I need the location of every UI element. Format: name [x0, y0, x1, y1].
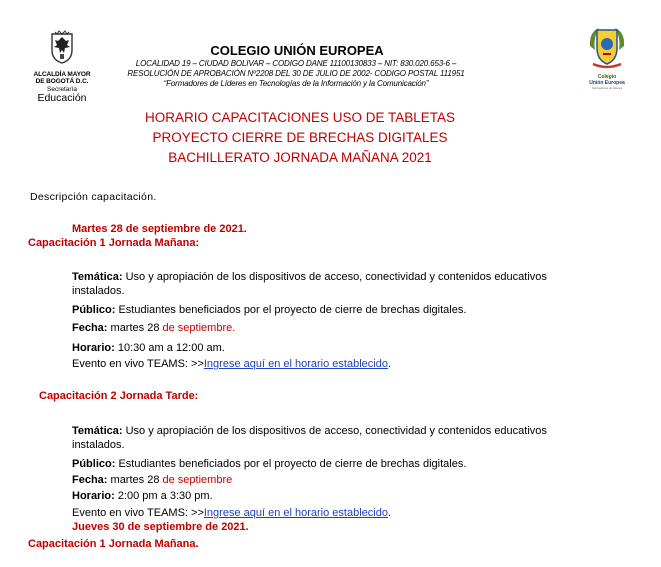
- session-1-fecha: [72, 321, 552, 335]
- logo-right-line2: Unión Europea: [589, 80, 625, 86]
- evento-end: .: [387, 507, 392, 519]
- address-line-3: “Formadores de Líderes en Tecnologías de la Información y la Comunicación”: [163, 79, 429, 88]
- title-line-1: HORARIO CAPACITACIONES USO DE TABLETAS: [144, 110, 456, 125]
- fecha-prefix: martes 28: [110, 474, 160, 486]
- session-1-publico: [72, 303, 552, 317]
- tematica-label: Temática:: [72, 271, 123, 283]
- session-2-evento: [72, 506, 552, 520]
- publico-text: Estudiantes beneficiados por el proyecto de cierre de brechas digitales.: [118, 304, 467, 316]
- session-3-date: Jueves 30 de septiembre de 2021.: [72, 521, 249, 533]
- description: Descripción capacitación.: [30, 191, 157, 203]
- tematica-text: Uso y apropiación de los dispositivos de acceso, conectividad y contenidos educativos instalados.: [72, 425, 547, 451]
- fecha-suffix: de septiembre: [162, 474, 233, 486]
- session-2-heading: Capacitación 2 Jornada Tarde:: [39, 390, 199, 402]
- session-1-evento: [72, 357, 552, 371]
- logo-right-line3: Formadores de líderes: [591, 86, 623, 90]
- school-logo: [582, 24, 632, 90]
- bogota-coat-of-arms-icon: [49, 30, 75, 64]
- fecha-label: Fecha:: [72, 474, 108, 486]
- session-1-tematica: [72, 270, 552, 298]
- tematica-text: Uso y apropiación de los dispositivos de acceso, conectividad y contenidos educativos instalados.: [72, 271, 547, 297]
- title-line-2: PROYECTO CIERRE DE BRECHAS DIGITALES: [152, 130, 448, 145]
- address-line-1: LOCALIDAD 19 – CIUDAD BOLIVAR – CODIGO DANE 11100130833 – NIT: 830.020.653-6 –: [135, 59, 457, 68]
- fecha-label: Fecha:: [72, 322, 108, 334]
- fecha-suffix: de septiembre.: [162, 322, 236, 334]
- evento-text: Evento en vivo TEAMS: >>: [72, 358, 204, 370]
- bogota-logo: [22, 30, 102, 104]
- evento-text: Evento en vivo TEAMS: >>: [72, 507, 204, 519]
- horario-text: 10:30 am a 12:00 am.: [117, 342, 225, 354]
- logo-left-line2: DE BOGOTÁ D.C.: [35, 78, 89, 85]
- fecha-prefix: martes 28: [110, 322, 160, 334]
- teams-link[interactable]: Ingrese aquí en el horario establecido: [203, 507, 388, 519]
- school-crest-icon: [585, 24, 629, 70]
- session-2-fecha: [72, 473, 552, 487]
- document-title: [0, 108, 600, 168]
- session-1-heading: Capacitación 1 Jornada Mañana:: [28, 237, 200, 249]
- session-1-horario: [72, 341, 552, 355]
- school-address: [110, 59, 482, 89]
- logo-left-line1: ALCALDÍA MAYOR: [33, 71, 91, 78]
- session-1-date: Martes 28 de septiembre de 2021.: [72, 223, 247, 235]
- publico-text: Estudiantes beneficiados por el proyecto de cierre de brechas digitales.: [118, 458, 467, 470]
- tematica-label: Temática:: [72, 425, 123, 437]
- session-2-publico: [72, 457, 552, 471]
- logo-right-line1: Colegio: [597, 74, 617, 80]
- publico-label: Público:: [72, 458, 116, 470]
- horario-label: Horario:: [72, 490, 115, 502]
- teams-link[interactable]: Ingrese aquí en el horario establecido: [203, 358, 388, 370]
- evento-end: .: [387, 358, 392, 370]
- session-2-horario: [72, 489, 552, 503]
- school-name: COLEGIO UNIÓN EUROPEA: [210, 43, 384, 58]
- session-3-heading: Capacitación 1 Jornada Mañana.: [28, 538, 199, 550]
- title-line-3: BACHILLERATO JORNADA MAÑANA 2021: [168, 150, 432, 165]
- logo-left-line3: Secretaría: [47, 86, 77, 93]
- horario-text: 2:00 pm a 3:30 pm.: [117, 490, 213, 502]
- address-line-2: RESOLUCIÓN DE APROBACIÓN Nº2208 DEL 30 DE JULIO DE 2002- CODIGO POSTAL 111951: [127, 69, 465, 78]
- horario-label: Horario:: [72, 342, 115, 354]
- publico-label: Público:: [72, 304, 116, 316]
- session-2-tematica: [72, 424, 552, 452]
- logo-left-line4: Educación: [37, 92, 87, 104]
